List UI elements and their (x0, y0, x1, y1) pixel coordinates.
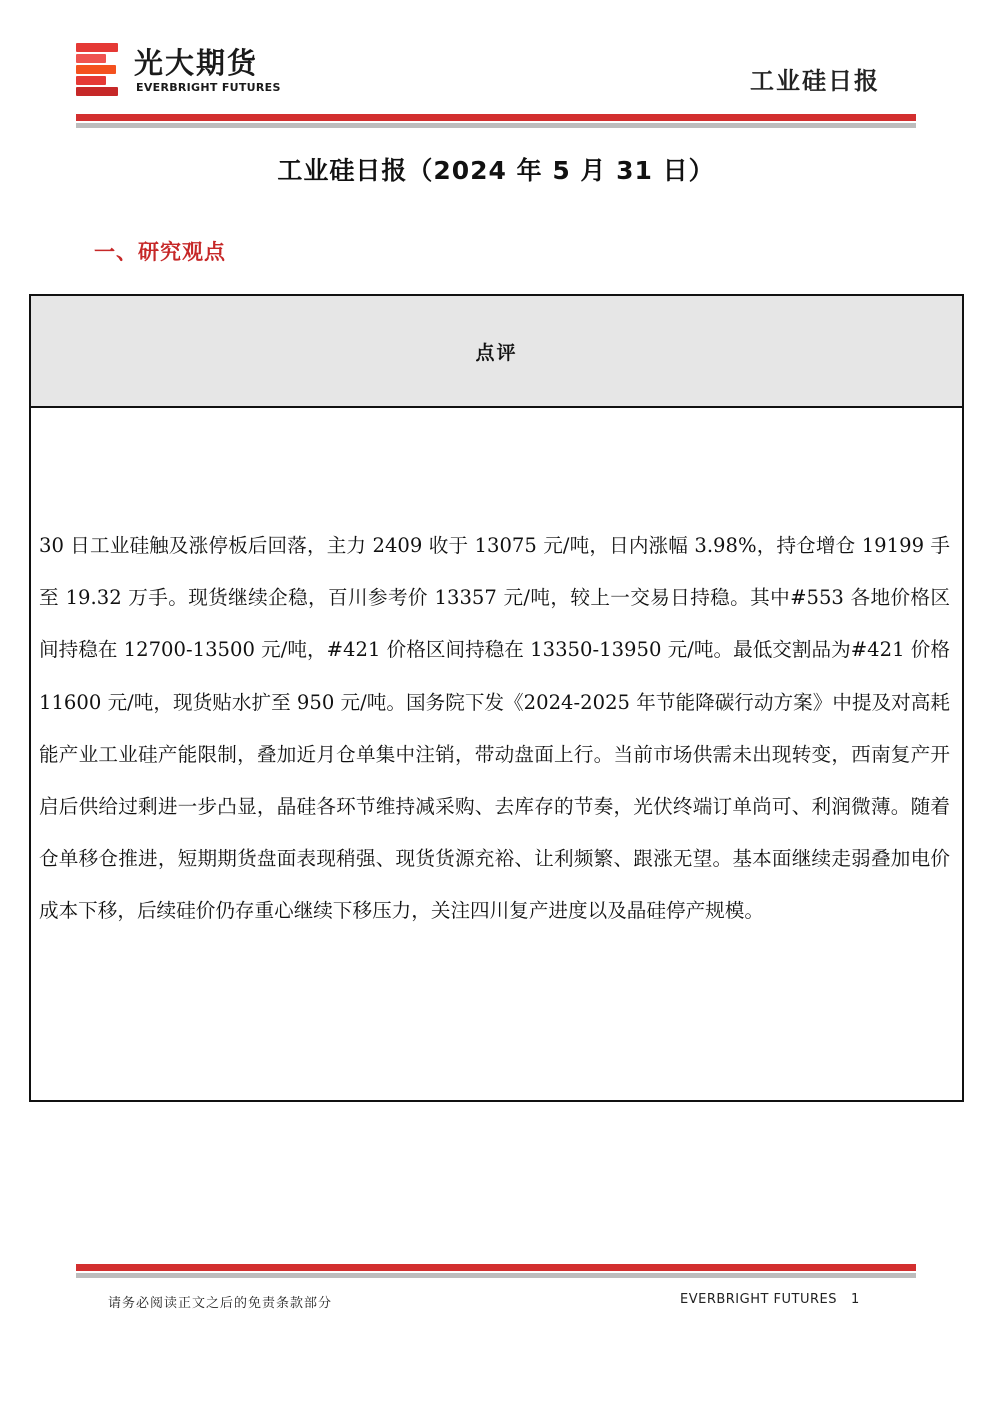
footer-brand-name: EVERBRIGHT FUTURES (680, 1292, 838, 1307)
footer-brand (680, 1292, 860, 1307)
logo-english-name: EVERBRIGHT FUTURES (136, 81, 281, 94)
report-name: 工业硅日报 (750, 67, 880, 95)
document-title: 工业硅日报（2024 年 5 月 31 日） (277, 156, 715, 185)
disclaimer-note: 请务必阅读正文之后的免责条款部分 (108, 1296, 333, 1311)
footer-rule-red (76, 1264, 916, 1271)
company-logo (76, 43, 286, 97)
header-rule-grey (76, 123, 916, 128)
logo-bar (76, 43, 118, 52)
logo-bar (76, 65, 116, 74)
footer-rule-grey (76, 1273, 916, 1278)
section-heading: 一、研究观点 (94, 240, 226, 264)
page-number: 1 (851, 1292, 860, 1307)
logo-chinese-name: 光大期货 (134, 46, 259, 80)
comment-table-header (31, 296, 962, 408)
comment-table (29, 294, 964, 1102)
everbright-logo-icon (76, 43, 118, 97)
logo-bar (76, 87, 118, 96)
logo-bar (76, 54, 106, 63)
header-rule-red (76, 114, 916, 121)
comment-body-text: 30 日工业硅触及涨停板后回落，主力 2409 收于 13075 元/吨，日内涨幅 3.98%，持仓增仓 19199 手至 19.32 万手。现货继续企稳，百川参考价 13357 元/吨，较上一交易日持稳。其中#553 各地价格区间持稳在 12700-13500 元/吨，#421 价格区间持稳在 13350-13950 元/吨。最低交割品为#421 价格 11600 元/吨，现货贴水扩至 950 元/吨。国务院下发《2024-2025 年节能降碳行动方案》中提及对高耗能产业工业硅产能限制，叠加近月仓单集中注销，带动盘面上行。当前市场供需未出现转变，西南复产开启后供给过剩进一步凸显，晶硅各环节维持减采购、去库存的节奏，光伏终端订单尚可、利润微薄。随着仓单移仓推进，短期期货盘面表现稍强、现货货源充裕、让利频繁、跟涨无望。基本面继续走弱叠加电价成本下移，后续硅价仍存重心继续下移压力，关注四川复产进度以及晶硅停产规模。 (39, 534, 950, 923)
comment-header-label: 点评 (475, 341, 518, 364)
logo-bar (76, 76, 106, 85)
